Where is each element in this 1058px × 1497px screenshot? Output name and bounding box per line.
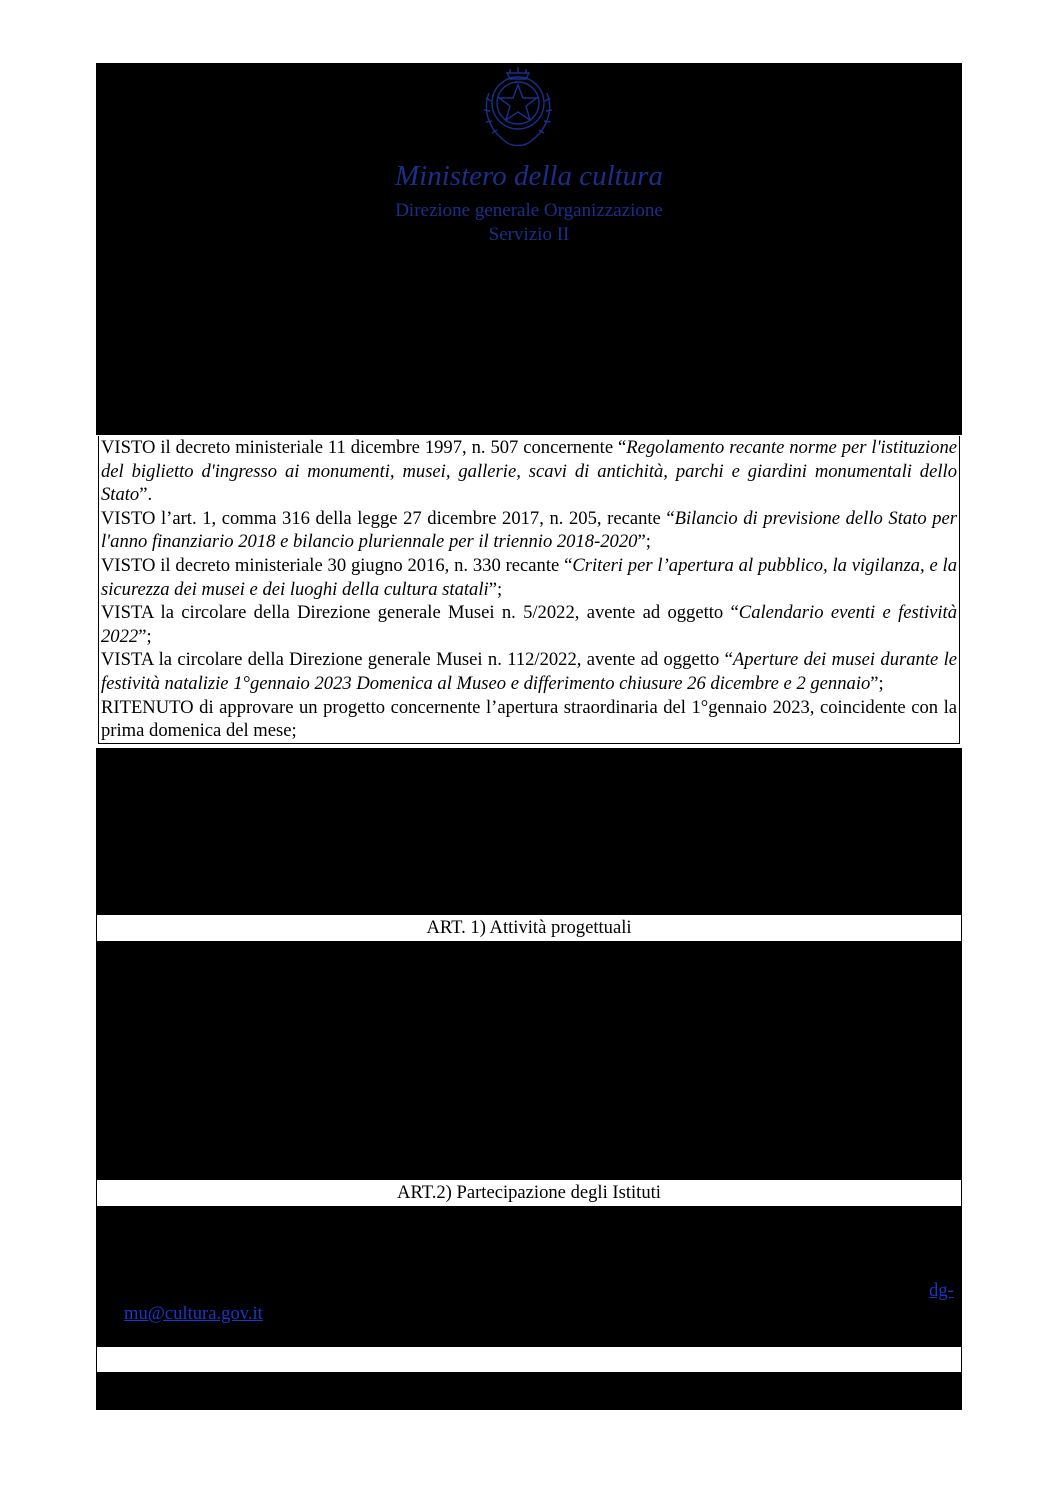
article-1-title: ART. 1) Attività progettuali — [96, 915, 962, 941]
redacted-section — [96, 748, 962, 915]
premise-item: VISTO il decreto ministeriale 11 dicembre 1997, n. 507 concernente “Regolamento recante norme per l'istituzione del biglietto d'ingresso ai monumenti, musei, gallerie, scavi di antichità, parchi e giardini monumentali dello Stato”. — [101, 437, 957, 506]
redacted-section — [96, 1206, 962, 1347]
email-link[interactable]: mu@cultura.gov.it — [124, 1303, 263, 1324]
premise-item: RITENUTO di approvare un progetto concernente l’apertura straordinaria del 1°gennaio 2023, coincidente con la prima domenica del mese; — [101, 696, 957, 742]
article-2-title: ART.2) Partecipazione degli Istituti — [96, 1180, 962, 1206]
blank-line — [96, 1347, 962, 1372]
decree-premises — [98, 436, 960, 744]
service-name: Servizio II — [488, 224, 570, 245]
premise-item: VISTO il decreto ministeriale 30 giugno 2016, n. 330 recante “Criteri per l’apertura al pubblico, la vigilanza, e la sicurezza dei musei e dei luoghi della cultura statali”; — [101, 554, 957, 600]
email-link[interactable]: dg- — [929, 1280, 954, 1301]
redacted-section — [96, 1372, 962, 1410]
ministry-name: Ministero della cultura — [395, 160, 663, 192]
premise-item: VISTA la circolare della Direzione generale Musei n. 112/2022, avente ad oggetto “Aperture dei musei durante le festività natalizie 1°gennaio 2023 Domenica al Museo e differimento chiusure 26 dicembre e 2 gennaio”; — [101, 649, 957, 694]
department-name: Direzione generale Organizzazione — [395, 200, 663, 221]
premise-item: VISTO l’art. 1, comma 316 della legge 27 dicembre 2017, n. 205, recante “Bilancio di previsione dello Stato per l'anno finanziario 2018 e bilancio pluriennale per il triennio 2018-2020”; — [101, 507, 957, 553]
italian-republic-emblem-icon — [477, 63, 559, 157]
redacted-section — [96, 941, 962, 1180]
premise-item: VISTA la circolare della Direzione generale Musei n. 5/2022, avente ad oggetto “Calendario eventi e festività 2022”; — [101, 602, 957, 647]
